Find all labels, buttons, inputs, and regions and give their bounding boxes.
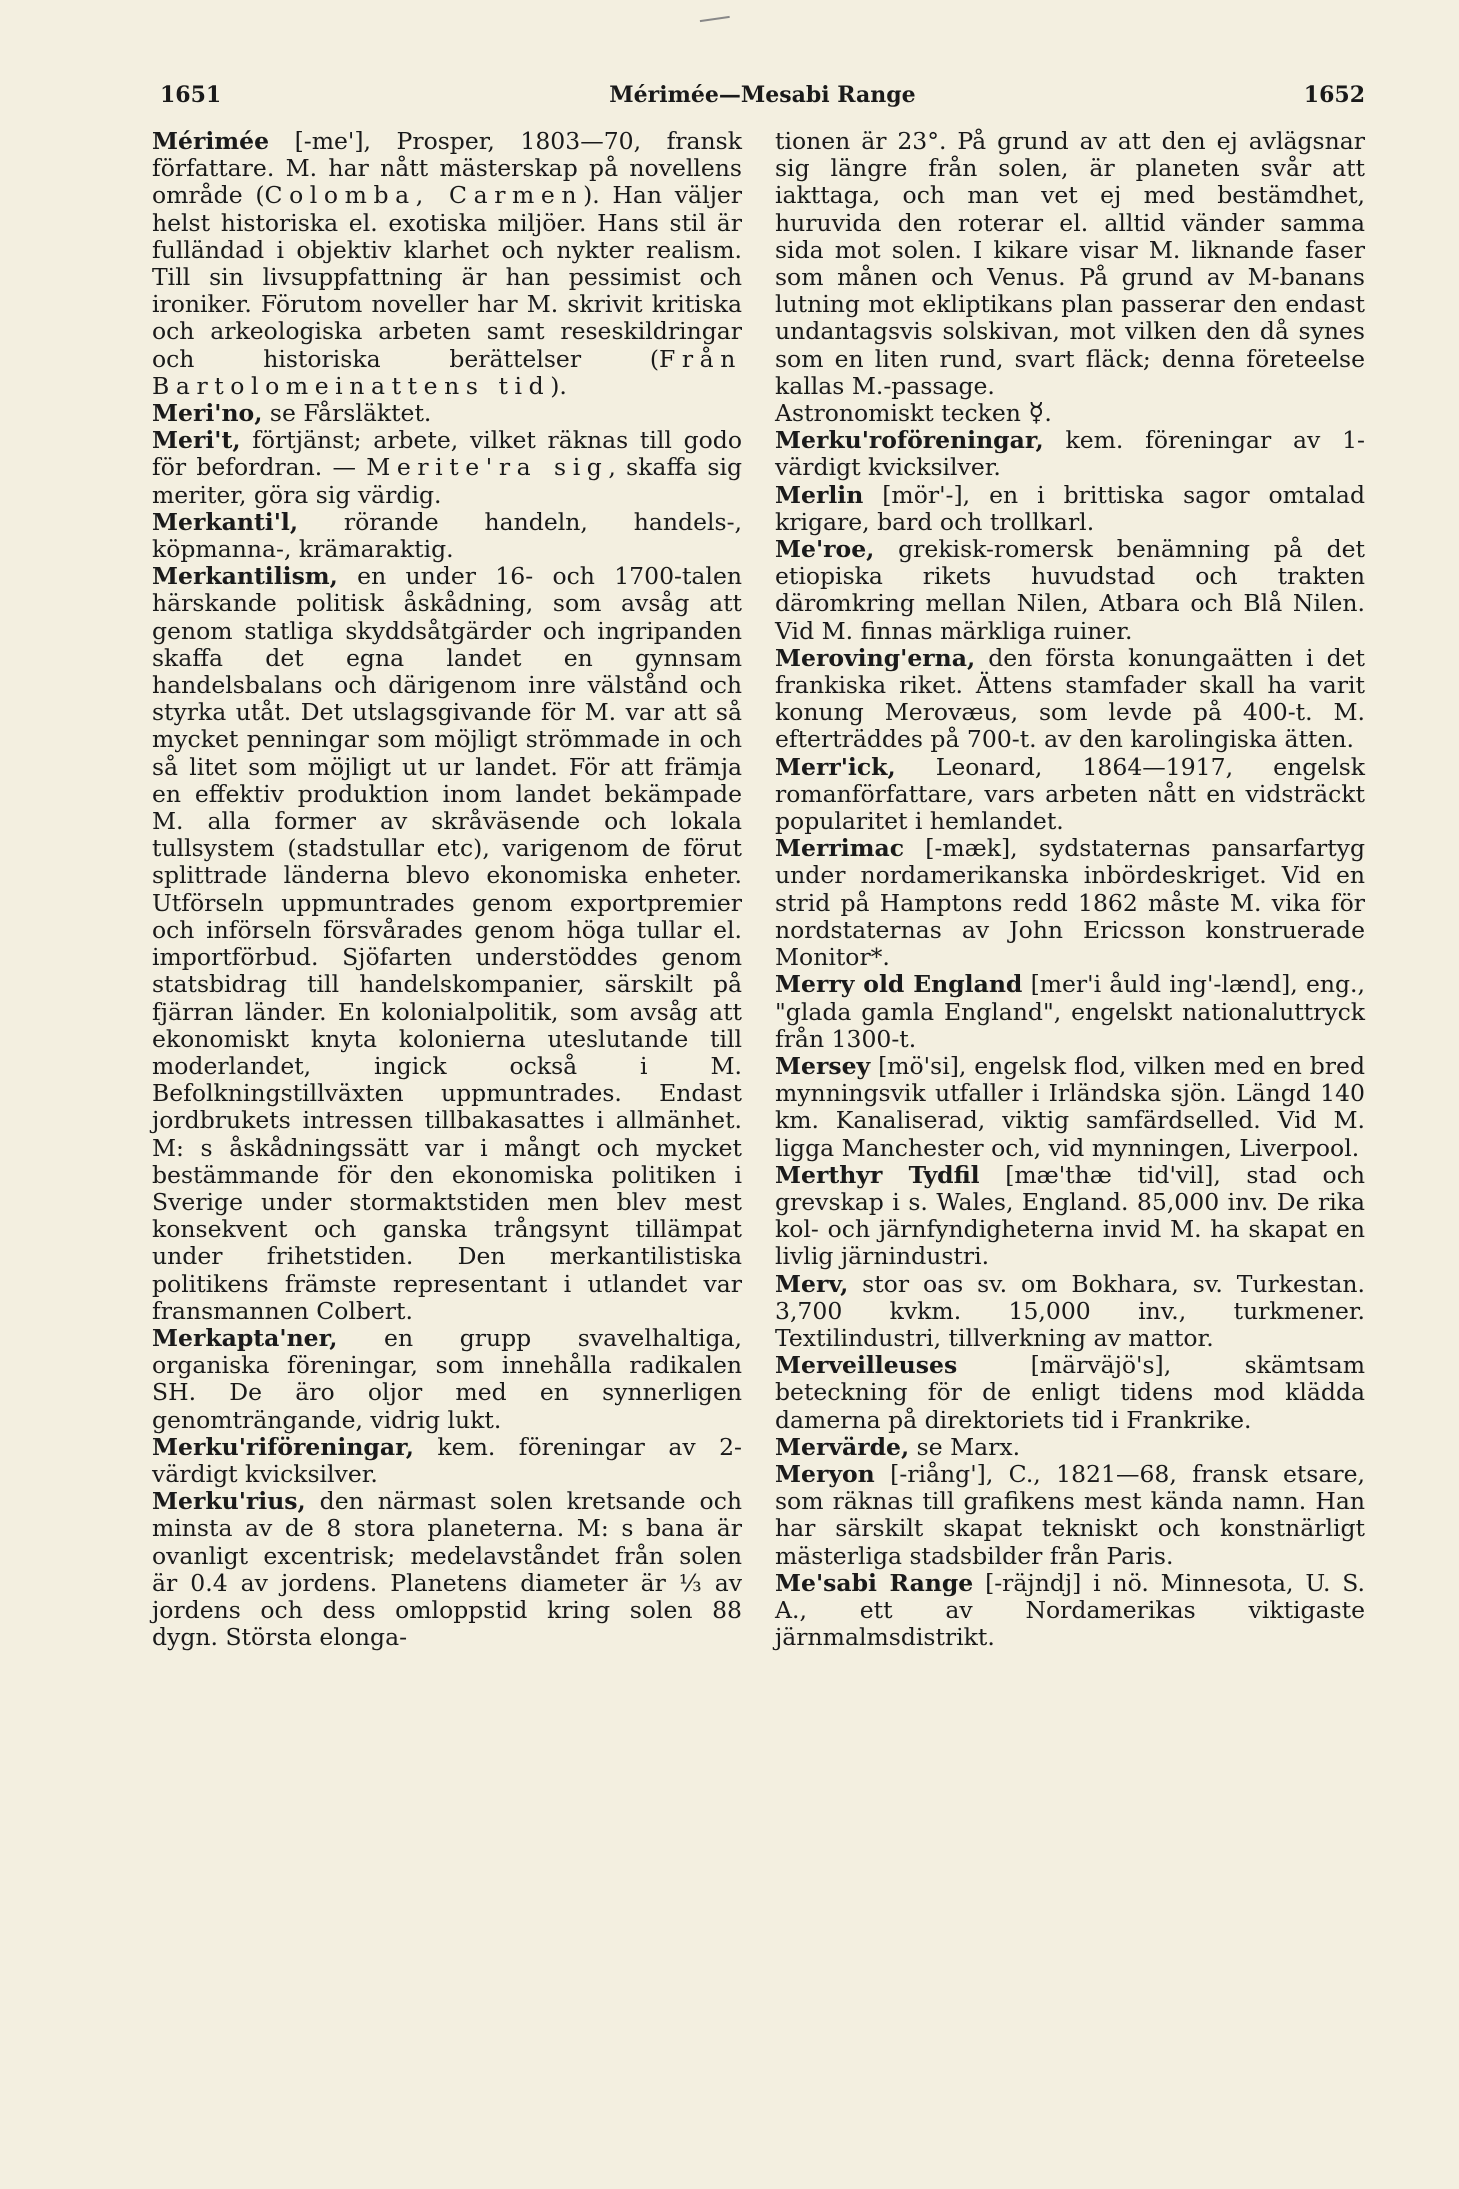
headword: Merry old England <box>775 970 1023 999</box>
entry-merkantilism: Merkantilism, en under 16- och 1700-talen härskande politisk åskådning, som avsåg att genom statliga skyddsåtgärder och ingripanden skaffa det egna landet en gynnsam handelsbalans och därigenom inre välstånd och styrka utåt. Det utslagsgivande för M. var att så mycket penningar som möjligt strömmade in och så litet som möjligt ut ur landet. För att främja en effektiv produktion inom landet bekämpade M. alla former av skråväsende och lokala tullsystem (stadstullar etc), varigenom de förut splittrade länderna blevo ekonomiska enheter. Utförseln uppmuntrades genom exportpremier och införseln försvårades genom höga tullar el. importförbud. Sjöfarten understöddes genom statsbidrag till handelskompanier, särskilt på fjärran länder. En kolonialpolitik, som avsåg att ekonomiskt knyta kolonierna uteslutande till moderlandet, ingick också i M. Befolkningstillväxten uppmuntrades. Endast jordbrukets intressen tillbakasattes i allmänhet. M: s åskådningssätt var i mångt och mycket bestämmande för den ekonomiska politiken i Sverige under stormaktstiden men blev mest konsekvent och ganska trångsynt tillämpat under frihetstiden. Den merkantilistiska politikens främste representant i utlandet var fransmannen Colbert. <box>152 562 742 1325</box>
running-title: Mérimée—Mesabi Range <box>609 82 916 108</box>
headword: Meryon <box>775 1459 875 1488</box>
entry-merkuriforeningar: Merku'riföreningar, kem. föreningar av 2-värdigt kvicksilver. <box>152 1432 742 1488</box>
entry-merthyr-tydfil: Merthyr Tydfil [mæ'thæ tid'vil], stad och grevskap i s. Wales, England. 85,000 inv. De rika kol- och järnfyndigheterna invid M. ha skapat en livlig järnindustri. <box>775 1160 1365 1271</box>
headword: Merku'roföreningar, <box>775 426 1044 455</box>
right-column <box>775 128 1365 1651</box>
entry-mersey: Mersey [mö'si], engelsk flod, vilken med en bred mynningsvik utfaller i Irländska sjön. Längd 140 km. Kanaliserad, viktig samfärdselled. Vid M. ligga Manchester och, vid mynningen, Liverpool. <box>775 1051 1365 1162</box>
page-number-left: 1651 <box>160 82 222 108</box>
entry-mervarde: Mervärde, se Marx. <box>775 1432 1021 1461</box>
entry-merkurius: Merku'rius, den närmast solen kretsande och minsta av de 8 stora planeterna. M: s bana är ovanligt excentrisk; medelavståndet från solen är 0.4 av jordens. Planetens diameter är ⅓ av jordens och dess omloppstid kring solen 88 dygn. Största elonga- <box>152 1487 742 1652</box>
headword: Me'sabi Range <box>775 1568 974 1597</box>
headword: Meroving'erna, <box>775 643 976 672</box>
headword: Mérimée <box>152 127 270 155</box>
entry-merkuroforeningar: Merku'roföreningar, kem. föreningar av 1-värdigt kvicksilver. <box>775 426 1365 482</box>
page-header <box>160 82 1365 122</box>
entry-merlin: Merlin [mör'-], en i brittiska sagor omtalad krigare, bard och trollkarl. <box>775 480 1365 536</box>
headword: Mervärde, <box>775 1432 910 1461</box>
headword: Me'roe, <box>775 535 875 564</box>
entry-mesabi-range: Me'sabi Range [-räjndj] i nö. Minnesota, U. S. A., ett av Nordamerikas viktigaste järnmalmsdistrikt. <box>775 1568 1365 1652</box>
headword: Merr'ick, <box>775 752 896 781</box>
headword: Merkapta'ner, <box>152 1323 338 1352</box>
entry-meryon: Meryon [-riång'], C., 1821—68, fransk etsare, som räknas till grafikens mest kända namn. Han har särskilt skapat tekniskt och konstnärligt mästerliga stadsbilder från Paris. <box>775 1459 1365 1570</box>
entry-merkantil: Merkanti'l, rörande handeln, handels-, köpmanna-, krämaraktig. <box>152 507 742 564</box>
entry-merry-old-england: Merry old England [mer'i åuld ing'-lænd], eng., "glada gamla England", engelskt nationaluttryck från 1300-t. <box>775 970 1365 1053</box>
entry-merimee: Mérimée [-me'], Prosper, 1803—70, fransk författare. M. har nått mästerskap på novellens område (Colomba, Carmen). Han väljer helst historiska el. exotiska miljöer. Hans stil är fulländad i objektiv klarhet och nykter realism. Till sin livsuppfattning är han pessimist och ironiker. Förutom noveller har M. skrivit kritiska och arkeologiska arbeten samt reseskildringar och historiska berättelser (Från Bartolomeinattens tid). <box>152 127 743 400</box>
entry-merv: Merv, stor oas sv. om Bokhara, sv. Turkestan. 3,700 kvkm. 15,000 inv., turkmener. Textilindustri, tillverkning av mattor. <box>775 1269 1365 1352</box>
headword: Merrimac <box>775 834 905 863</box>
headword: Merku'rius, <box>152 1487 306 1516</box>
headword: Merveilleuses <box>775 1351 958 1380</box>
mercury-symbol-icon: ☿ <box>1028 398 1045 429</box>
headword: Merku'riföreningar, <box>152 1432 414 1461</box>
entry-merrimac: Merrimac [-mæk], sydstaternas pansarfartyg under nordamerikanska inbördeskriget. Vid en strid på Hamptons redd 1862 måste M. vika för nordstaternas av John Ericsson konstruerade Monitor*. <box>775 834 1365 972</box>
headword: Merthyr Tydfil <box>775 1160 980 1189</box>
entry-merkurius-continued: tionen är 23°. På grund av att den ej avlägsnar sig längre från solen, är planeten svår att iakttaga, och man vet ej med bestämdhet, huruvida den roterar el. alltid vänder samma sida mot solen. I kikare visar M. liknande faser som månen och Venus. På grund av M-banans lutning mot ekliptikans plan passerar den endast undantagsvis solskivan, mot vilken den då synes som en liten rund, svart fläck; denna företeelse kallas M.-passage. Astronomiskt tecken ☿. <box>775 127 1365 429</box>
headword: Mersey <box>775 1051 871 1080</box>
headword: Merv, <box>775 1269 849 1298</box>
entry-merit: Meri't, förtjänst; arbete, vilket räknas till godo för befordran. — Merite'ra sig, skaffa sig meriter, göra sig värdig. <box>152 426 743 509</box>
headword: Meri'no, <box>152 399 263 428</box>
entry-meroe: Me'roe, grekisk-romersk benämning på det etiopiska rikets huvudstad och trakten däromkring mellan Nilen, Atbara och Blå Nilen. Vid M. finnas märkliga ruiner. <box>775 535 1365 645</box>
headword: Merkanti'l, <box>152 507 299 536</box>
left-column <box>152 128 742 1651</box>
headword: Merkantilism, <box>152 562 338 591</box>
scan-mark <box>700 16 730 25</box>
headword: Merlin <box>775 480 864 509</box>
entry-merkaptaner: Merkapta'ner, en grupp svavelhaltiga, organiska föreningar, som innehålla radikalen SH. De äro oljor med en synnerligen genomträngande, vidrig lukt. <box>152 1323 742 1434</box>
entry-merrick: Merr'ick, Leonard, 1864—1917, engelsk romanförfattare, vars arbeten nått en vidsträckt popularitet i hemlandet. <box>775 752 1365 836</box>
page-number-right: 1652 <box>1303 82 1365 108</box>
entry-merovingerna: Meroving'erna, den första konungaätten i det frankiska riket. Ättens stamfader skall ha varit konung Merovæus, som levde på 400-t. M. efterträddes på 700-t. av den karolingiska ätten. <box>775 643 1365 754</box>
headword: Meri't, <box>152 426 241 455</box>
entry-merino: Meri'no, se Fårsläktet. <box>152 399 432 428</box>
entry-merveilleuses: Merveilleuses [märväjö's], skämtsam beteckning för de enligt tidens mod klädda damerna på direktoriets tid i Frankrike. <box>775 1351 1365 1434</box>
